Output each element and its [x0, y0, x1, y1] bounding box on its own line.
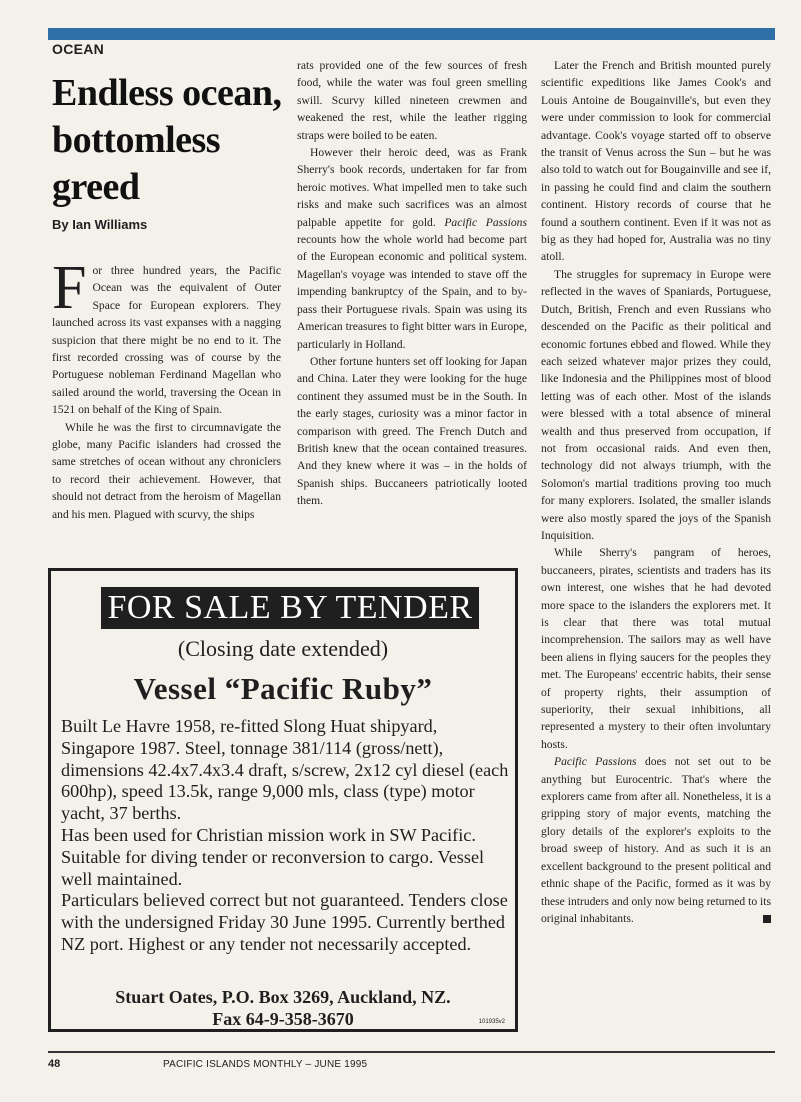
paragraph: The struggles for supremacy in Europe were reflected in the waves of Spaniards, Portuguese, Dutch, British, French and even Russians who descended on the Pacific as their political and economic fortunes ebbed and flowed. While they each seized whatever major prizes they could, like Indonesia and the Philippines most of blood letting was of each other. Most of the islands were blessed with a total absence of mineral wealth and thus preserved from occupation, if not from occasional raids. And even then, technology did not always triumph, with the Solomon's martial traditions proving too much for many explorers. Isolated, the smaller islands were also mostly spared the joys of the Spanish Inquisition.	[541, 267, 771, 542]
end-mark-icon	[763, 915, 771, 923]
ad-vessel-name: Vessel “Pacific Ruby”	[133, 671, 433, 706]
drop-cap: F	[52, 254, 87, 322]
ad-title: FOR SALE BY TENDER	[101, 587, 479, 629]
page-number: 48	[48, 1058, 61, 1070]
article-column-1	[52, 254, 281, 523]
paragraph-text: does not set out to be anything but Eurocentric. That's where the explorers came from after all. Nonetheless, it is a gripping story of major events, matching the glory details of the explorer's exploits to the broad sweep of history. And as such it is an excellent background to the present political and ethnic shape of the Pacific, formed as it was by these intruders and only now being returned to its original inhabitants.	[541, 755, 771, 925]
paragraph	[52, 254, 281, 419]
ad-body	[61, 716, 511, 956]
book-title: Pacific Passions	[444, 215, 527, 229]
book-title: Pacific Passions	[554, 755, 637, 769]
publication-footer: PACIFIC ISLANDS MONTHLY – JUNE 1995	[163, 1059, 368, 1070]
paragraph-text: recounts how the whole world had become part of the European economic and political system. Magellan's voyage was intended to stave off the impending bankruptcy of the Spain, and to by-pass their Portuguese rivals. Spain was using its American treasures to fight bitter wars in Europe, particularly in Holland.	[297, 233, 527, 351]
paragraph: While he was the first to circumnavigate the globe, many Pacific islanders had crossed the same stretches of ocean without any chroniclers to record their achievement. However, that should not detract from the heroism of Magellan and his men. Plagued with scurvy, the ships	[52, 420, 281, 521]
article-headline: Endless ocean, bottomless greed	[52, 72, 282, 208]
paragraph: Later the French and British mounted purely scientific expeditions like James Cook's and Louis Antoine de Bougainville's, but even they were under commission to look for commercial advantage. Cook's voyage started off to observe the transit of Venus across the Sun – but he was also told to watch out for Bougainville and see if, in passing he could find and claim the southern continent. History records of course that he found a southern continent. Even if it was not as big as they had hoped for, Australia was no tiny atoll.	[541, 59, 771, 264]
paragraph-text: or three hundred years, the Pacific Ocean was the equivalent of Outer Space for European explorers. They launched across its vast expanses with a nagging suspicion that there might be no end to it. The first recorded crossing was of course by the Portuguese nobleman Ferdinand Magellan who sailed around the world, traversing the Ocean in 1521 on behalf of the King of Spain.	[52, 264, 281, 417]
paragraph: Other fortune hunters set off looking for Japan and China. Later they were looking for the huge continent they assumed must be in the South. In the early stages, curiosity was a minor factor in comparison with greed. The French Dutch and British knew that the ocean contained treasures. And they knew where it was – in the holds of Spanish ships. Buccaneers patriotically looted them.	[297, 354, 527, 508]
ad-subtitle: (Closing date extended)	[177, 636, 389, 661]
paragraph: While Sherry's pangram of heroes, buccaneers, pirates, scientists and traders has its own interest, one wishes that he had devoted more space to the islanders the explorers met. It is clear that there was total mutual incomprehension. The sailors may as well have been aliens in flying saucers for the peoples they met. The Europeans' eccentric habits, their sense of property rights, their assumption of superiority, their sexual inhibitions, all represented a mystery to their often involuntary hosts.	[541, 546, 771, 751]
paragraph-text: However their heroic deed, was as Frank Sherry's book records, undertaken for far from heroic motives. What impelled men to take such risks and make such sacrifices was an almost palpable appetite for gold.	[297, 146, 527, 229]
ad-paragraph: Built Le Havre 1958, re-fitted Slong Huat shipyard, Singapore 1987. Steel, tonnage 381/114 (gross/nett), dimensions 42.4x7.4x3.4 draft, s/screw, 2x12 cyl diesel (each 600hp), speed 13.5k, range 9,000 mls, class (type) motor yacht, 37 berths.	[61, 716, 509, 824]
ad-paragraph: Has been used for Christian mission work in SW Pacific. Suitable for diving tender or reconversion to cargo. Vessel well maintained.	[61, 824, 485, 889]
ad-contact	[51, 986, 515, 1030]
article-column-3	[541, 57, 771, 927]
ad-contact-fax: Fax 64-9-358-3670	[212, 1009, 354, 1029]
tender-advertisement	[48, 568, 518, 1032]
ad-contact-address: Stuart Oates, P.O. Box 3269, Auckland, NZ.	[115, 987, 451, 1007]
article-byline: By Ian Williams	[52, 217, 148, 232]
ad-reference: 101935v2	[478, 1019, 505, 1025]
paragraph	[297, 144, 527, 353]
footer-rule	[48, 1051, 775, 1053]
paragraph: rats provided one of the few sources of fresh food, while the water was foul green smelling swill. Scurvy killed nineteen crewmen and weakened the rest, while the leather rigging straps were boiled to be eaten.	[297, 59, 527, 142]
ad-paragraph: Particulars believed correct but not guaranteed. Tenders close with the undersigned Friday 30 June 1995. Currently berthed NZ port. Highest or any tender not necessarily accepted.	[61, 890, 508, 954]
article-column-2	[297, 57, 527, 510]
section-label: OCEAN	[52, 41, 105, 57]
section-color-bar	[48, 28, 775, 40]
paragraph	[541, 753, 771, 927]
